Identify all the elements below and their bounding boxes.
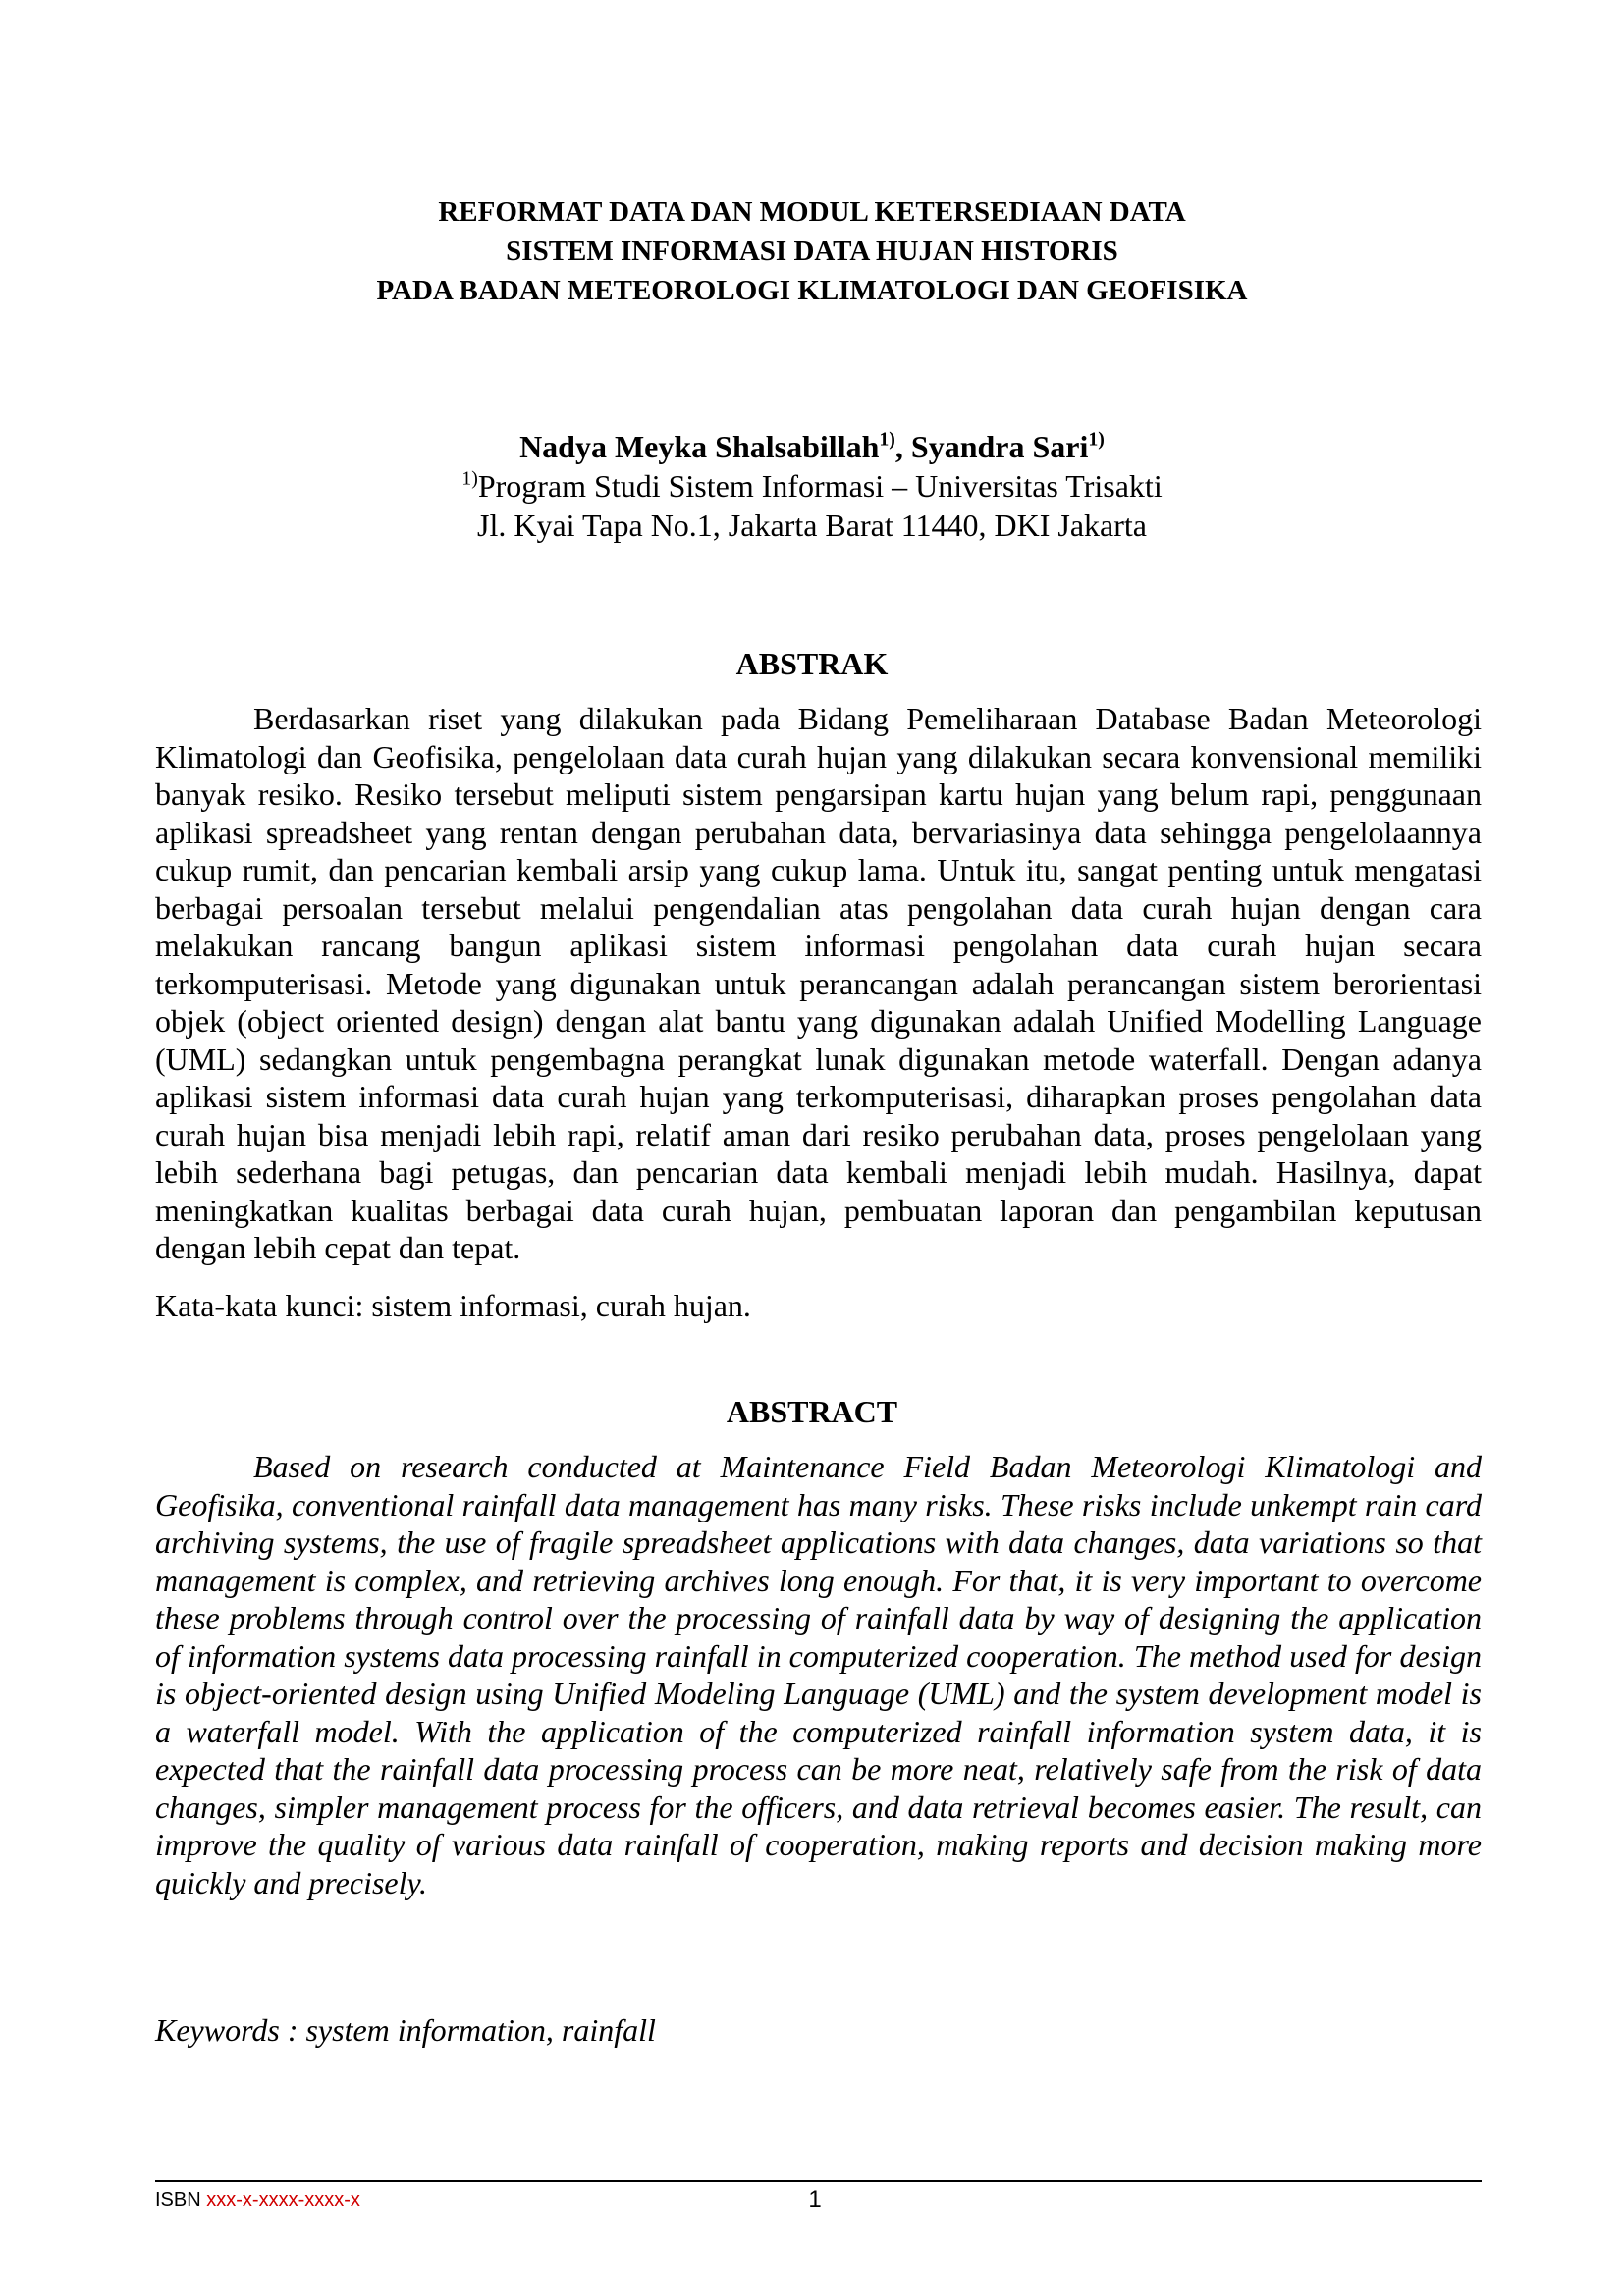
paper-title <box>0 192 1624 310</box>
affiliation-address: Jl. Kyai Tapa No.1, Jakarta Barat 11440, DKI Jakarta <box>477 507 1147 543</box>
author-separator: , <box>894 429 911 464</box>
author-2-affiliation-mark: 1) <box>1088 428 1105 451</box>
title-line-1: REFORMAT DATA DAN MODUL KETERSEDIAAN DATA <box>438 196 1186 228</box>
author-block <box>0 427 1624 545</box>
abstrak-heading: ABSTRAK <box>735 646 889 681</box>
footer-isbn <box>155 2187 360 2213</box>
affiliation-mark: 1) <box>461 467 478 490</box>
author-2-name: Syandra Sari <box>910 429 1089 464</box>
abstrak-body: Berdasarkan riset yang dilakukan pada Bidang Pemeliharaan Database Badan Meteorologi Klimatologi dan Geofisika, pengelolaan data curah hujan yang dilakukan secara konvensional memiliki banyak resiko. Resiko tersebut meliputi sistem pengarsipan kartu hujan yang belum rapi, penggunaan aplikasi spreadsheet yang rentan dengan perubahan data, bervariasinya data sehingga pengelolaannya cukup rumit, dan pencarian kembali arsip yang cukup lama. Untuk itu, sangat penting untuk mengatasi berbagai persoalan tersebut melalui pengendalian atas pengolahan data curah hujan dengan cara melakukan rancang bangun aplikasi sistem informasi pengolahan data curah hujan secara terkomputerisasi. Metode yang digunakan untuk perancangan adalah perancangan sistem berorientasi objek (object oriented design) dengan alat bantu yang digunakan adalah Unified Modelling Language (UML) sedangkan untuk pengembagna perangkat lunak digunakan metode waterfall. Dengan adanya aplikasi sistem informasi data curah hujan yang terkomputerisasi, diharapkan proses pengolahan data curah hujan bisa menjadi lebih rapi, relatif aman dari resiko perubahan data, proses pengelolaan yang lebih sederhana bagi petugas, dan pencarian data kembali menjadi lebih mudah. Hasilnya, dapat meningkatkan kualitas berbagai data curah hujan, pembuatan laporan dan pengambilan keputusan dengan lebih cepat dan tepat. <box>155 701 1482 1265</box>
abstract-body: Based on research conducted at Maintenance Field Badan Meteorologi Klimatologi and Geofisika, conventional rainfall data management has many risks. These risks include unkempt rain card archiving systems, the use of fragile spreadsheet applications with data changes, data variations so that management is complex, and retrieving archives long enough. For that, it is very important to overcome these problems through control over the processing of rainfall data by way of designing the application of information systems data processing rainfall in computerized cooperation. The method used for design is object-oriented design using Unified Modeling Language (UML) and the system development model is a waterfall model. With the application of the computerized rainfall information system data, it is expected that the rainfall data processing process can be more neat, relatively safe from the risk of data changes, simpler management process for the officers, and data retrieval becomes easier. The result, can improve the quality of various data rainfall of cooperation, making reports and decision making more quickly and precisely. <box>155 1449 1482 1900</box>
affiliation-text: Program Studi Sistem Informasi – Universitas Trisakti <box>477 468 1163 504</box>
title-line-2: SISTEM INFORMASI DATA HUJAN HISTORIS <box>506 236 1118 267</box>
author-names <box>0 427 1624 466</box>
author-1-name: Nadya Meyka Shalsabillah <box>519 429 880 464</box>
abstract-heading: ABSTRACT <box>726 1394 898 1429</box>
abstrak-keywords: Kata-kata kunci: sistem informasi, curah hujan. <box>155 1288 751 1323</box>
isbn-label: ISBN <box>155 2189 207 2211</box>
title-line-3: PADA BADAN METEOROLOGI KLIMATOLOGI DAN GEOFISIKA <box>376 275 1248 306</box>
page-number: 1 <box>808 2186 822 2213</box>
affiliation <box>0 466 1624 506</box>
isbn-number: xxx-x-xxxx-xxxx-x <box>206 2189 360 2211</box>
footer-divider <box>155 2180 1482 2182</box>
abstract-keywords: Keywords : system information, rainfall <box>155 2012 656 2048</box>
author-1-affiliation-mark: 1) <box>879 428 895 451</box>
